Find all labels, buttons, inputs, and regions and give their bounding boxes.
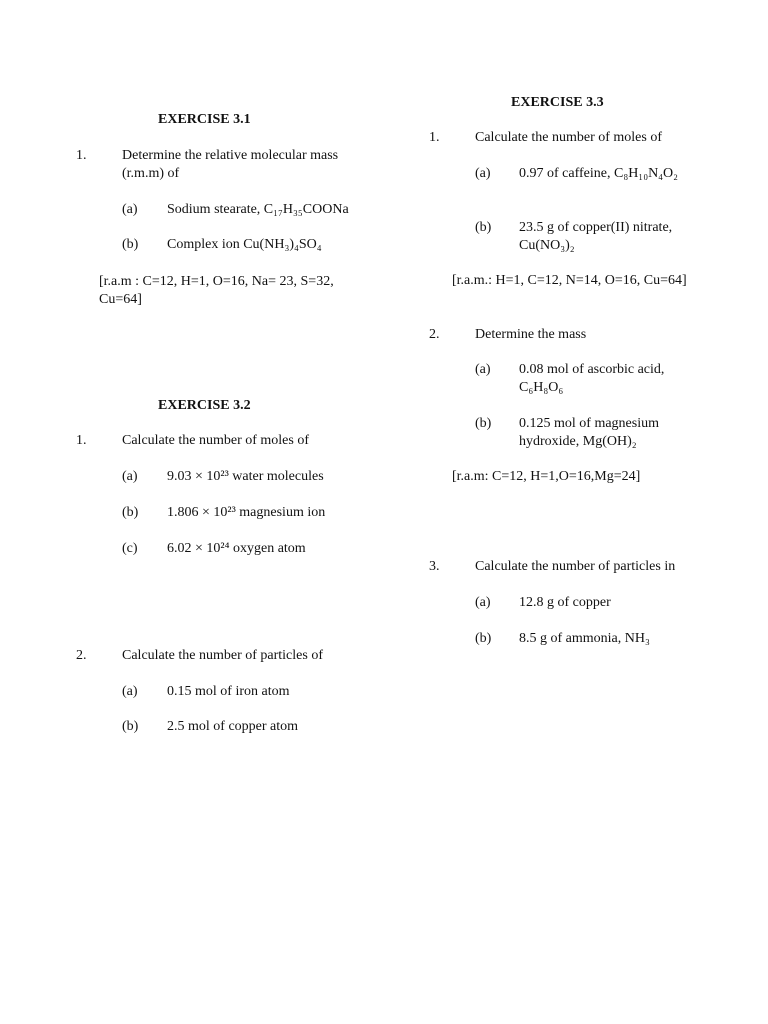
item-label: (b) [122, 719, 139, 734]
question-number: 1. [429, 130, 440, 145]
question-text: Determine the relative molecular mass [122, 148, 339, 163]
question-text: Calculate the number of particles in [475, 559, 676, 574]
item-label: (a) [122, 202, 138, 217]
item-text: 0.97 of caffeine, C₈H₁₀N₄O₂ [519, 166, 679, 181]
item-label: (a) [475, 362, 491, 377]
item-label: (b) [122, 237, 139, 252]
ram-note: [r.a.m : C=12, H=1, O=16, Na= 23, S=32, [99, 274, 334, 289]
item-text: Sodium stearate, C₁₇H₃₅COONa [167, 202, 349, 217]
exercise-3-2-title: EXERCISE 3.2 [158, 398, 251, 413]
question-text: Calculate the number of moles of [122, 433, 309, 448]
item-label: (b) [122, 505, 139, 520]
question-number: 1. [76, 148, 87, 163]
item-text-cont: Cu(NO₃)₂ [519, 238, 575, 253]
question-number: 2. [76, 648, 87, 663]
item-text: 12.8 g of copper [519, 595, 611, 610]
question-text: Determine the mass [475, 327, 587, 342]
item-label: (a) [122, 469, 138, 484]
item-text: 0.08 mol of ascorbic acid, [519, 362, 665, 377]
item-label: (b) [475, 416, 492, 431]
item-text: 2.5 mol of copper atom [167, 719, 299, 734]
item-label: (b) [475, 631, 492, 646]
item-text: 1.806 × 10²³ magnesium ion [167, 505, 326, 520]
item-text: Complex ion Cu(NH₃)₄SO₄ [167, 237, 322, 252]
item-label: (b) [475, 220, 492, 235]
item-label: (a) [122, 684, 138, 699]
item-text: 9.03 × 10²³ water molecules [167, 469, 324, 484]
item-label: (a) [475, 166, 491, 181]
item-label: (a) [475, 595, 491, 610]
question-text: Calculate the number of particles of [122, 648, 323, 663]
question-number: 2. [429, 327, 440, 342]
question-text-cont: (r.m.m) of [122, 166, 180, 181]
question-number: 1. [76, 433, 87, 448]
item-text-cont: C₆H₈O₆ [519, 380, 564, 395]
item-text-cont: hydroxide, Mg(OH)₂ [519, 434, 637, 449]
item-text: 0.125 mol of magnesium [519, 416, 659, 431]
item-text: 8.5 g of ammonia, NH₃ [519, 631, 650, 646]
exercise-3-1-title: EXERCISE 3.1 [158, 112, 251, 127]
ram-note-cont: Cu=64] [99, 292, 142, 307]
exercise-3-3-title: EXERCISE 3.3 [511, 95, 604, 110]
item-text: 6.02 × 10²⁴ oxygen atom [167, 541, 306, 556]
item-text: 0.15 mol of iron atom [167, 684, 290, 699]
question-number: 3. [429, 559, 440, 574]
item-label: (c) [122, 541, 138, 556]
ram-note: [r.a.m.: H=1, C=12, N=14, O=16, Cu=64] [452, 273, 687, 288]
question-text: Calculate the number of moles of [475, 130, 662, 145]
item-text: 23.5 g of copper(II) nitrate, [519, 220, 673, 235]
ram-note: [r.a.m: C=12, H=1,O=16,Mg=24] [452, 469, 641, 484]
